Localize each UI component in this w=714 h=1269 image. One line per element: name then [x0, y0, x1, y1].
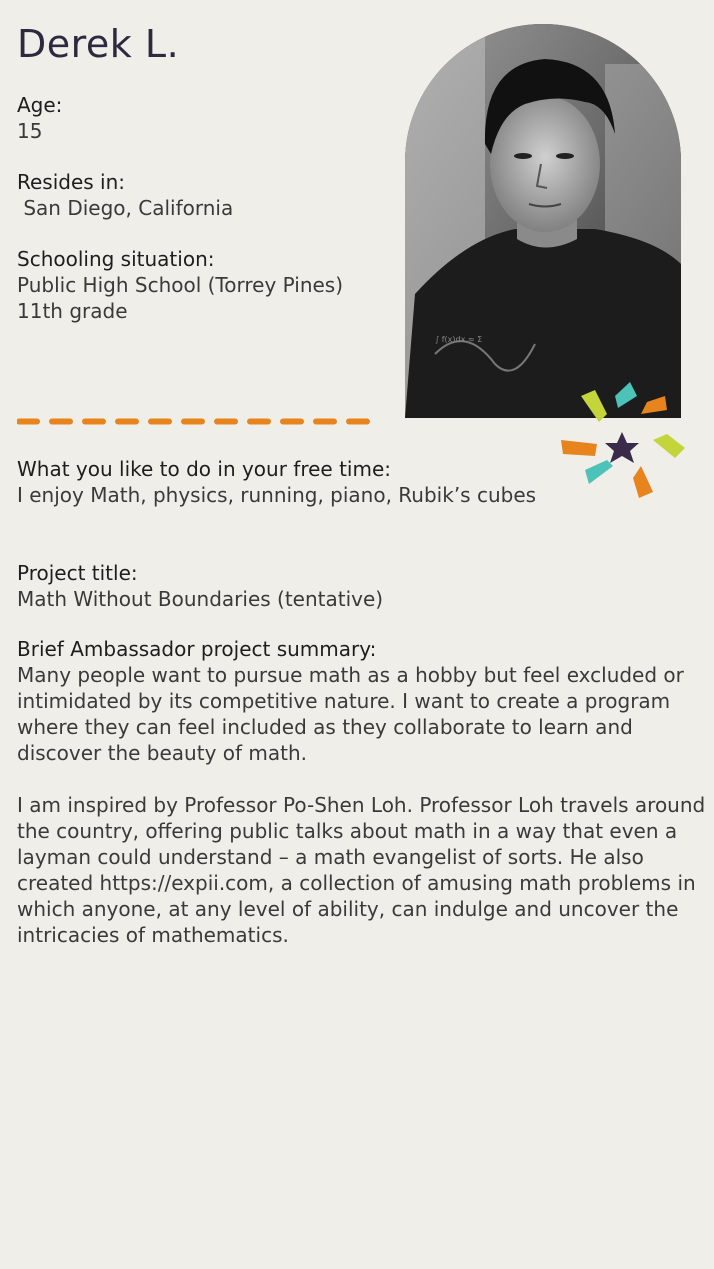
free-time-label: What you like to do in your free time:	[17, 457, 392, 481]
schooling-field	[17, 246, 343, 324]
schooling-value-grade: 11th grade	[17, 299, 128, 323]
residence-value: San Diego, California	[17, 196, 234, 220]
schooling-value-school: Public High School (Torrey Pines)	[17, 273, 344, 297]
free-time-field	[17, 456, 536, 508]
residence-label: Resides in:	[17, 170, 126, 194]
schooling-label: Schooling situation:	[17, 247, 215, 271]
svg-text:∫ f(x)dx ≈ Σ: ∫ f(x)dx ≈ Σ	[435, 335, 483, 344]
summary-field	[17, 636, 707, 662]
residence-field	[17, 169, 233, 221]
age-label: Age:	[17, 93, 63, 117]
dashed-divider	[17, 418, 373, 425]
age-field	[17, 92, 62, 144]
ambassador-logo-icon	[555, 374, 690, 509]
project-title-label: Project title:	[17, 561, 138, 585]
profile-photo	[405, 24, 681, 418]
project-title-field	[17, 560, 383, 612]
portrait-illustration	[405, 24, 681, 418]
free-time-value: I enjoy Math, physics, running, piano, Rubik’s cubes	[17, 483, 537, 507]
profile-name: Derek L.	[17, 22, 180, 66]
inspiration-text: I am inspired by Professor Po-Shen Loh. Professor Loh travels around the country, offering public talks about math in a way that even a layman could understand – a math evangelist of sorts. He also created https://expii.com, a collection of amusing math problems in which anyone, at any level of ability, can indulge and uncover the intricacies of mathematics.	[17, 793, 706, 947]
age-value: 15	[17, 119, 43, 143]
summary-label: Brief Ambassador project summary:	[17, 637, 377, 661]
project-title-value: Math Without Boundaries (tentative)	[17, 587, 384, 611]
summary-text: Many people want to pursue math as a hobby but feel excluded or intimidated by its competitive nature. I want to create a program where they can feel included as they collaborate to learn and discover the beauty of math.	[17, 663, 684, 765]
